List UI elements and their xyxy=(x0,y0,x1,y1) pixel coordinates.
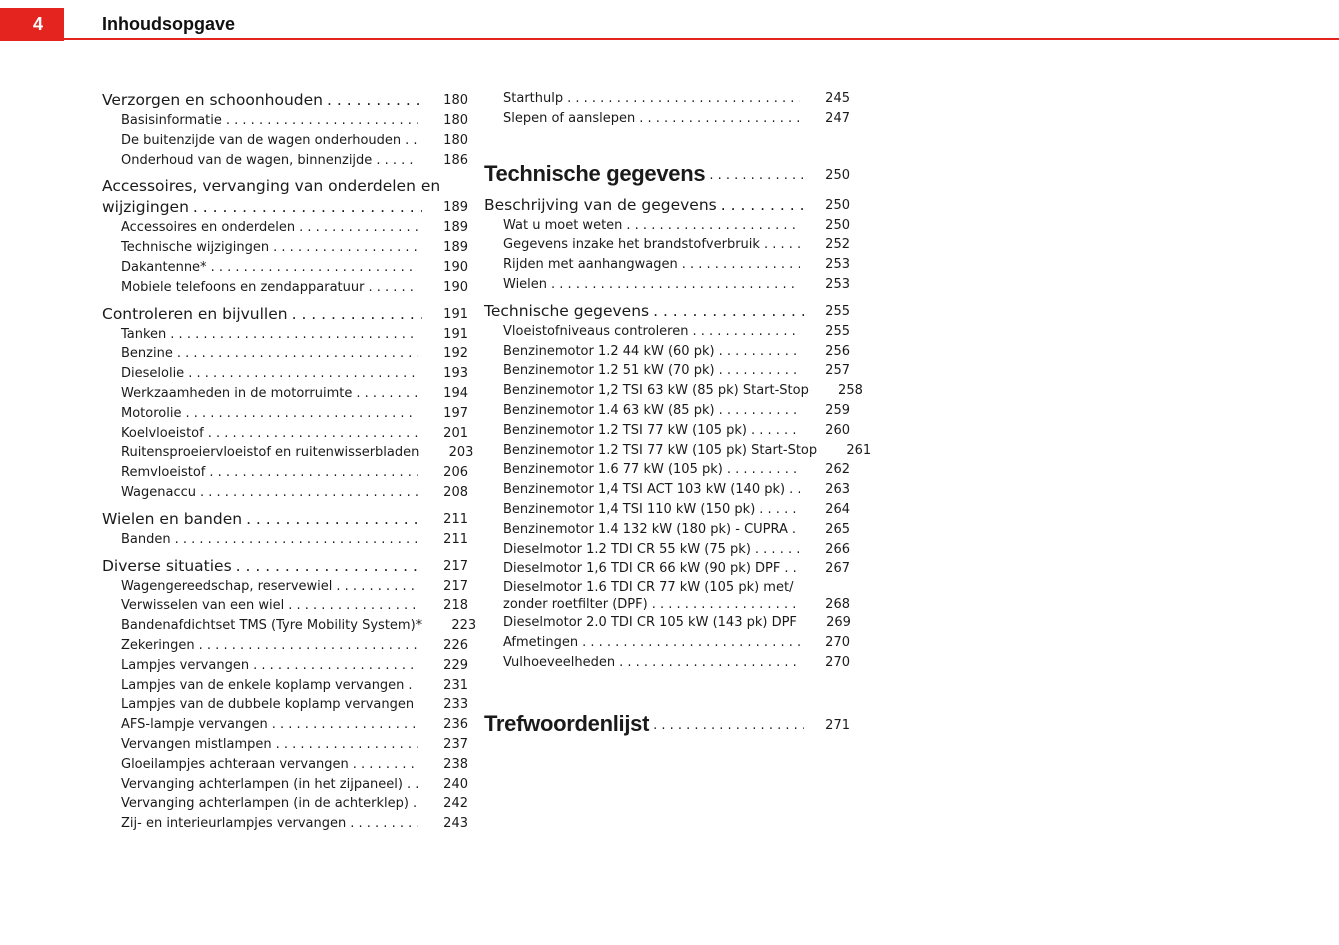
dot-leader xyxy=(350,814,418,834)
dot-leader xyxy=(639,109,800,129)
toc-entry-label: Technische wijzigingen xyxy=(121,240,270,256)
toc-entry-label: Benzinemotor 1,4 TSI 110 kW (150 pk) xyxy=(503,501,756,517)
toc-entry[interactable] xyxy=(102,218,468,238)
toc-entry-label: Bandenafdichtset TMS (Tyre Mobility System)* xyxy=(121,618,423,634)
dot-leader xyxy=(185,404,418,424)
toc-entry[interactable] xyxy=(102,344,468,364)
toc-entry[interactable] xyxy=(102,278,468,298)
toc-entry-label: Benzine xyxy=(121,346,173,362)
page-number-tab xyxy=(0,8,64,41)
toc-section[interactable] xyxy=(484,195,850,216)
page-title: Inhoudsopgave xyxy=(102,14,236,34)
toc-entry[interactable] xyxy=(484,500,850,520)
dot-leader xyxy=(764,235,800,255)
toc-entry-label: Dakantenne* xyxy=(121,259,207,275)
toc-entry[interactable] xyxy=(484,653,850,673)
dot-leader xyxy=(253,656,418,676)
dot-leader xyxy=(653,713,804,739)
toc-page-number: 240 xyxy=(443,776,468,792)
toc-entry[interactable] xyxy=(102,384,468,404)
toc-entry-label: AFS-lampje vervangen xyxy=(121,717,268,733)
toc-entry-label: Technische gegevens xyxy=(484,301,650,320)
dot-leader xyxy=(652,596,800,613)
toc-page-number: 211 xyxy=(443,531,468,547)
toc-entry-label: De buitenzijde van de wagen onderhouden xyxy=(121,132,402,148)
dot-leader xyxy=(272,715,418,735)
toc-page-number: 190 xyxy=(443,279,468,295)
toc-page-number: 203 xyxy=(448,445,474,461)
toc-entry[interactable] xyxy=(102,715,468,735)
toc-entry[interactable] xyxy=(484,275,850,295)
toc-page-number: 264 xyxy=(825,501,850,517)
toc-entry[interactable] xyxy=(484,633,850,653)
toc-entry-label: Banden xyxy=(121,531,171,547)
dot-leader xyxy=(405,131,418,151)
toc-entry-label: Benzinemotor 1.2 TSI 77 kW (105 pk) Start-Stop xyxy=(503,442,818,458)
toc-page-number: 189 xyxy=(443,240,468,256)
toc-page-number: 253 xyxy=(825,276,850,292)
dot-leader xyxy=(653,301,804,322)
toc-entry-label: Dieselolie xyxy=(121,366,185,382)
dot-leader xyxy=(582,633,800,653)
toc-page-number: 197 xyxy=(443,405,468,421)
toc-entry-label: Vloeistofniveaus controleren xyxy=(503,323,689,339)
dot-leader xyxy=(413,794,418,814)
toc-page-number: 260 xyxy=(825,422,850,438)
dot-leader xyxy=(299,218,418,238)
toc-entry[interactable] xyxy=(102,111,468,131)
toc-entry-label: Benzinemotor 1.2 TSI 77 kW (105 pk) xyxy=(503,422,747,438)
toc-entry[interactable] xyxy=(102,814,468,834)
toc-entry[interactable] xyxy=(484,235,850,255)
toc-page-number: 270 xyxy=(825,654,850,670)
dot-leader xyxy=(719,401,800,421)
toc-page-number: 186 xyxy=(443,152,468,168)
toc-section[interactable] xyxy=(102,556,468,577)
toc-entry[interactable] xyxy=(484,540,850,560)
toc-page-number: 243 xyxy=(443,816,468,832)
toc-entry[interactable] xyxy=(102,404,468,424)
toc-page-number: 263 xyxy=(825,482,850,498)
toc-page-number: 201 xyxy=(443,425,468,441)
toc-entry[interactable] xyxy=(102,258,468,278)
toc-page-number: 189 xyxy=(443,220,468,236)
toc-page-number: 191 xyxy=(443,306,468,322)
toc-entry-label: Lampjes van de enkele koplamp vervangen xyxy=(121,677,405,693)
toc-entry[interactable] xyxy=(102,695,468,715)
toc-entry-label: Benzinemotor 1.2 44 kW (60 pk) xyxy=(503,343,715,359)
dot-leader xyxy=(368,278,418,298)
toc-entry-label: Werkzaamheden in de motorruimte xyxy=(121,385,353,401)
toc-entry[interactable] xyxy=(484,361,850,381)
toc-entry-label: Wat u moet weten xyxy=(503,217,623,233)
toc-entry[interactable] xyxy=(102,483,468,503)
dot-leader xyxy=(188,364,418,384)
toc-entry[interactable] xyxy=(102,636,468,656)
dot-leader xyxy=(408,676,418,696)
toc-page-number: 268 xyxy=(825,597,850,613)
toc-page-number: 226 xyxy=(443,637,468,653)
toc-entry-label: Technische gegevens xyxy=(484,160,706,186)
toc-entry-label: Vervanging achterlampen (in het zijpaneel) xyxy=(121,776,403,792)
toc-entry-label: Gegevens inzake het brandstofverbruik xyxy=(503,237,760,253)
toc-page-number: 192 xyxy=(443,346,468,362)
toc-entry[interactable] xyxy=(484,109,850,129)
toc-page-number: 252 xyxy=(825,237,850,253)
toc-entry-label: Vervangen mistlampen xyxy=(121,736,272,752)
toc-entry[interactable] xyxy=(102,794,468,814)
toc-entry[interactable] xyxy=(102,364,468,384)
dot-leader xyxy=(759,500,800,520)
toc-page-number: 190 xyxy=(443,259,468,275)
dot-leader xyxy=(727,460,800,480)
toc-entry-label: Benzinemotor 1.6 77 kW (105 pk) xyxy=(503,462,723,478)
dot-leader xyxy=(193,197,422,218)
dot-leader xyxy=(751,421,800,441)
toc-page-number: 255 xyxy=(825,303,850,319)
toc-page-number: 253 xyxy=(825,257,850,273)
dot-leader xyxy=(276,735,418,755)
dot-leader xyxy=(551,275,800,295)
toc-page-number: 270 xyxy=(825,634,850,650)
toc-page-number: 255 xyxy=(825,323,850,339)
toc-entry[interactable] xyxy=(102,530,468,550)
dot-leader xyxy=(246,509,422,530)
toc-page-number: 238 xyxy=(443,756,468,772)
toc-entry-label: Benzinemotor 1.2 51 kW (70 pk) xyxy=(503,363,715,379)
toc-page-number: 250 xyxy=(825,197,850,213)
dot-leader xyxy=(567,89,800,109)
toc-page-number: 180 xyxy=(443,113,468,128)
toc-entry-label: Dieselmotor 2.0 TDI CR 105 kW (143 pk) DPF xyxy=(503,615,797,631)
toc-entry-label: Verwisselen van een wiel xyxy=(121,598,285,614)
toc-entry[interactable] xyxy=(484,579,850,613)
toc-page-number: 247 xyxy=(825,110,850,126)
toc-section[interactable] xyxy=(102,509,468,530)
toc-left-column xyxy=(102,90,477,834)
dot-leader xyxy=(336,577,418,597)
toc-entry[interactable] xyxy=(102,755,468,775)
toc-page-number: 271 xyxy=(825,717,850,733)
toc-entry[interactable] xyxy=(484,342,850,362)
toc-page-number: 250 xyxy=(825,217,850,233)
dot-leader xyxy=(376,151,418,171)
dot-leader xyxy=(626,216,800,236)
toc-entry[interactable] xyxy=(102,735,468,755)
toc-page-number: 269 xyxy=(826,615,851,631)
toc-entry-label: Dieselmotor 1.2 TDI CR 55 kW (75 pk) xyxy=(503,541,751,557)
toc-page-number: 193 xyxy=(443,366,468,382)
toc-page-number: 236 xyxy=(443,717,468,733)
toc-page-number: 218 xyxy=(443,598,468,614)
toc-page-number: 217 xyxy=(443,578,468,594)
toc-entry-label: wijzigingen xyxy=(102,198,189,217)
dot-leader xyxy=(353,755,418,775)
toc-chapter[interactable] xyxy=(484,709,850,739)
toc-entry-label: Wagengereedschap, reservewiel xyxy=(121,578,333,594)
toc-page-number: 266 xyxy=(825,541,850,557)
toc-entry-label: Wielen xyxy=(503,276,548,292)
dot-leader xyxy=(784,559,800,579)
toc-page-number: 259 xyxy=(825,402,850,418)
toc-page-number: 267 xyxy=(825,561,850,577)
toc-page-number: 208 xyxy=(443,484,468,500)
toc-entry-label: Tanken xyxy=(121,326,167,342)
toc-entry[interactable] xyxy=(484,381,863,401)
toc-entry[interactable] xyxy=(102,775,468,795)
page-number: 4 xyxy=(32,14,43,34)
toc-entry[interactable] xyxy=(484,401,850,421)
dot-leader xyxy=(356,384,418,404)
toc-entry-label: Rijden met aanhangwagen xyxy=(503,257,678,273)
toc-entry-label: Dieselmotor 1,6 TDI CR 66 kW (90 pk) DPF xyxy=(503,561,781,577)
toc-page-number: 242 xyxy=(443,796,468,812)
toc-entry-label: Ruitensproeiervloeistof en ruitenwisserbladen xyxy=(121,445,420,461)
dot-leader xyxy=(709,163,804,189)
toc-page-number: 180 xyxy=(443,132,468,148)
toc-entry-label: Benzinemotor 1.4 63 kW (85 pk) xyxy=(503,402,715,418)
toc-entry-label: Vulhoeveelheden xyxy=(503,654,616,670)
toc-entry[interactable] xyxy=(102,424,468,444)
toc-page-number: 223 xyxy=(451,618,477,634)
toc-entry-label: Starthulp xyxy=(503,91,564,106)
dot-leader xyxy=(170,325,418,345)
toc-page-number: 191 xyxy=(443,326,468,342)
toc-entry-label: Lampjes van de dubbele koplamp vervangen xyxy=(121,697,415,713)
toc-entry[interactable] xyxy=(102,443,474,463)
dot-leader xyxy=(692,322,800,342)
dot-leader xyxy=(175,530,418,550)
toc-entry[interactable] xyxy=(102,596,468,616)
toc-page-number: 189 xyxy=(443,200,468,216)
toc-entry-label: zonder roetfilter (DPF) xyxy=(503,597,648,613)
toc-chapter[interactable] xyxy=(484,159,850,189)
dot-leader xyxy=(721,195,804,216)
dot-leader xyxy=(682,255,800,275)
toc-entry-label: Afmetingen xyxy=(503,634,579,650)
toc-entry-label: Mobiele telefoons en zendapparatuur xyxy=(121,279,365,295)
toc-entry-label-line1: Dieselmotor 1.6 TDI CR 77 kW (105 pk) met/ xyxy=(503,580,794,596)
toc-page-number: 206 xyxy=(443,465,468,481)
toc-entry-label: Slepen of aanslepen xyxy=(503,110,636,126)
toc-entry[interactable] xyxy=(484,559,850,579)
toc-page-number: 245 xyxy=(825,91,850,106)
dot-leader xyxy=(208,424,418,444)
dot-leader xyxy=(292,304,422,325)
toc-page-number: 265 xyxy=(825,521,850,537)
toc-right-column xyxy=(484,89,872,743)
dot-leader xyxy=(200,483,418,503)
dot-leader xyxy=(209,463,418,483)
toc-page-number: 231 xyxy=(443,677,468,693)
dot-leader xyxy=(327,90,422,111)
toc-entry[interactable] xyxy=(102,151,468,171)
toc-entry[interactable] xyxy=(484,89,850,109)
dot-leader xyxy=(719,361,800,381)
dot-leader xyxy=(288,596,418,616)
dot-leader xyxy=(177,344,418,364)
toc-entry[interactable] xyxy=(102,463,468,483)
toc-page-number: 229 xyxy=(443,657,468,673)
toc-entry-label: Vervanging achterlampen (in de achterklep) xyxy=(121,796,409,812)
dot-leader xyxy=(792,520,800,540)
toc-page-number: 258 xyxy=(838,383,863,399)
toc-entry-label: Zij- en interieurlampjes vervangen xyxy=(121,816,347,832)
header-rule xyxy=(64,38,1339,40)
toc-page-number: 194 xyxy=(443,385,468,401)
toc-entry-label: Motorolie xyxy=(121,405,182,421)
toc-entry[interactable] xyxy=(484,613,850,633)
toc-entry-label-line1: Accessoires, vervanging van onderdelen en xyxy=(102,177,441,196)
toc-entry-label: Zekeringen xyxy=(121,637,195,653)
toc-page-number: 233 xyxy=(443,697,469,713)
toc-entry-label: Gloeilampjes achteraan vervangen xyxy=(121,756,349,772)
toc-entry-label: Benzinemotor 1.4 132 kW (180 pk) - CUPRA xyxy=(503,521,788,537)
dot-leader xyxy=(619,653,800,673)
toc-entry[interactable] xyxy=(102,616,477,636)
dot-leader xyxy=(755,540,800,560)
dot-leader xyxy=(226,111,418,131)
toc-entry-label: Benzinemotor 1,4 TSI ACT 103 kW (140 pk) xyxy=(503,482,786,498)
dot-leader xyxy=(199,636,418,656)
dot-leader xyxy=(211,258,418,278)
toc-page-number: 257 xyxy=(825,363,850,379)
toc-entry[interactable] xyxy=(102,676,468,696)
toc-entry[interactable] xyxy=(102,325,468,345)
toc-entry[interactable] xyxy=(102,176,468,218)
dot-leader xyxy=(273,238,418,258)
toc-entry[interactable] xyxy=(102,238,468,258)
toc-entry[interactable] xyxy=(102,656,468,676)
toc-page-number: 256 xyxy=(825,343,850,359)
toc-page-number: 250 xyxy=(825,167,850,183)
toc-page-number: 211 xyxy=(443,511,468,527)
dot-leader xyxy=(236,556,422,577)
toc-entry[interactable] xyxy=(484,441,872,461)
toc-entry-label: Trefwoordenlijst xyxy=(484,710,650,736)
toc-page-number: 237 xyxy=(443,736,468,752)
toc-entry[interactable] xyxy=(102,131,468,151)
toc-entry-label: Benzinemotor 1,2 TSI 63 kW (85 pk) Start-Stop xyxy=(503,383,809,399)
toc-entry-label: Wielen en banden xyxy=(102,509,243,528)
toc-section[interactable] xyxy=(102,304,468,325)
toc-entry[interactable] xyxy=(484,480,850,500)
toc-entry-label: Accessoires en onderdelen xyxy=(121,220,296,236)
toc-entry-label: Koelvloeistof xyxy=(121,425,204,441)
toc-entry-label: Lampjes vervangen xyxy=(121,657,250,673)
toc-page-number: 180 xyxy=(443,93,468,108)
toc-entry-label: Controleren en bijvullen xyxy=(102,304,288,323)
toc-page-number: 217 xyxy=(443,558,468,574)
toc-entry[interactable] xyxy=(484,255,850,275)
dot-leader xyxy=(789,480,800,500)
toc-entry[interactable] xyxy=(102,577,468,597)
toc-page-number: 261 xyxy=(846,442,872,458)
toc-entry-label: Diverse situaties xyxy=(102,556,232,575)
toc-entry-label: Remvloeistof xyxy=(121,465,206,481)
toc-entry[interactable] xyxy=(484,216,850,236)
toc-entry[interactable] xyxy=(484,460,850,480)
toc-section[interactable] xyxy=(102,90,468,111)
dot-leader xyxy=(407,775,418,795)
toc-entry[interactable] xyxy=(484,421,850,441)
toc-section[interactable] xyxy=(484,301,850,322)
toc-entry-label: Onderhoud van de wagen, binnenzijde xyxy=(121,152,373,168)
toc-entry-label: Beschrijving van de gegevens xyxy=(484,195,717,214)
toc-page-number: 262 xyxy=(825,462,850,478)
toc-entry-label: Basisinformatie xyxy=(121,113,222,128)
toc-entry[interactable] xyxy=(484,322,850,342)
toc-entry-label: Verzorgen en schoonhouden xyxy=(102,91,323,109)
toc-entry-label: Wagenaccu xyxy=(121,484,196,500)
toc-entry[interactable] xyxy=(484,520,850,540)
dot-leader xyxy=(719,342,800,362)
